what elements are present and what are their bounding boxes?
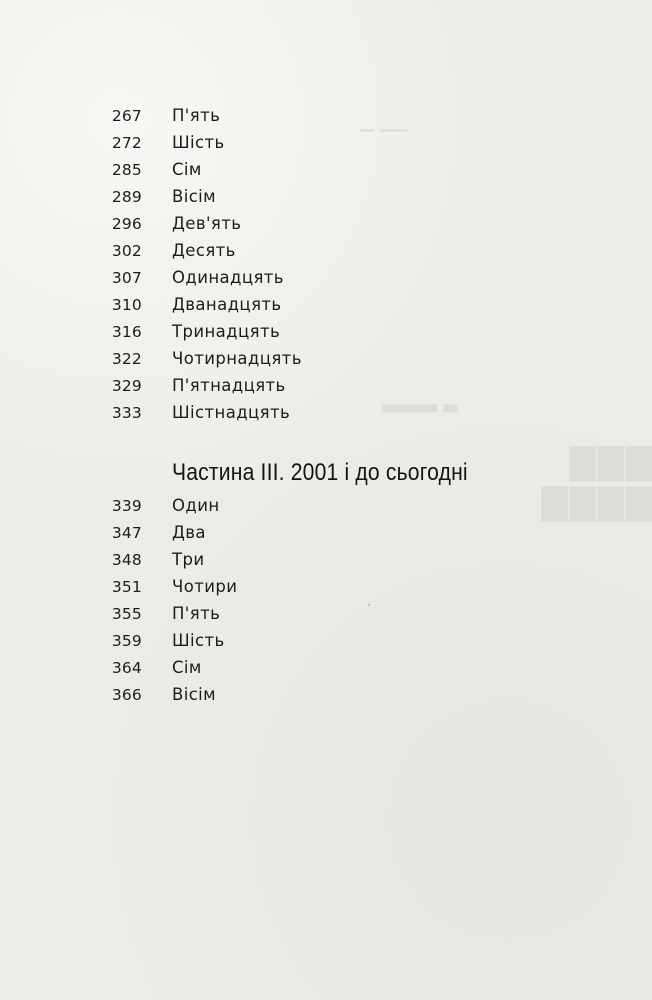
toc-entry xyxy=(100,187,216,207)
toc-entry xyxy=(100,349,302,369)
toc-page-number: 285 xyxy=(111,161,142,179)
toc-chapter-title: Шістнадцять xyxy=(172,403,291,422)
toc-page-number: 322 xyxy=(111,350,142,368)
toc-chapter-title: П'ять xyxy=(172,604,221,623)
toc-page-number: 316 xyxy=(111,323,142,341)
toc-entry xyxy=(100,241,236,261)
toc-entry xyxy=(100,631,225,651)
toc-entry xyxy=(100,322,280,342)
toc-page-number: 347 xyxy=(111,524,142,542)
show-through-text: ▇▇▇ ▇▇▇▇ xyxy=(539,442,652,522)
toc-entry xyxy=(100,268,284,288)
toc-entry xyxy=(100,550,204,570)
toc-entry xyxy=(100,376,286,396)
show-through-text: ▔▔ ▔ xyxy=(360,130,408,151)
toc-page-number: 329 xyxy=(111,377,142,395)
toc-page-number: 359 xyxy=(111,632,142,650)
toc-chapter-title: Тринадцять xyxy=(172,322,281,341)
toc-chapter-title: Дев'ять xyxy=(172,214,242,233)
toc-chapter-title: Вісім xyxy=(172,187,217,206)
toc-entry xyxy=(100,133,225,153)
toc-entry xyxy=(100,577,237,597)
show-through-text: ▃▃▃▃ ▃ xyxy=(382,392,458,413)
toc-page-number: 333 xyxy=(111,404,142,422)
toc-chapter-title: Сім xyxy=(172,160,202,179)
toc-chapter-title: Чотирнадцять xyxy=(172,349,302,368)
toc-chapter-title: Десять xyxy=(172,241,236,260)
toc-entry xyxy=(100,214,241,234)
toc-chapter-title: Дванадцять xyxy=(172,295,282,314)
toc-chapter-title: Одинадцять xyxy=(172,268,284,287)
toc-page-number: 302 xyxy=(111,242,142,260)
toc-entry xyxy=(100,295,282,315)
toc-page-number: 366 xyxy=(111,686,142,704)
toc-chapter-title: Сім xyxy=(172,658,202,677)
toc-page-number: 355 xyxy=(111,605,142,623)
toc-page-number: 307 xyxy=(111,269,142,287)
part-heading: Частина III. 2001 і до сьогодні xyxy=(172,459,468,486)
toc-page-number: 351 xyxy=(111,578,142,596)
toc-entry xyxy=(100,496,220,516)
toc-chapter-title: П'ять xyxy=(172,106,221,125)
toc-chapter-title: Шість xyxy=(172,631,225,650)
toc-chapter-title: Три xyxy=(172,550,205,569)
toc-entry xyxy=(100,604,220,624)
toc-page-number: 296 xyxy=(111,215,142,233)
toc-entry xyxy=(100,685,216,705)
toc-chapter-title: Один xyxy=(172,496,220,515)
toc-page-number: 339 xyxy=(111,497,142,515)
toc-page-number: 364 xyxy=(111,659,142,677)
toc-page-number: 267 xyxy=(111,107,142,125)
toc-entry xyxy=(100,106,220,126)
toc-entry xyxy=(100,160,202,180)
toc-chapter-title: П'ятнадцять xyxy=(172,376,286,395)
toc-page-number: 348 xyxy=(111,551,142,569)
toc-chapter-title: Вісім xyxy=(172,685,217,704)
paper-speck xyxy=(368,604,370,606)
toc-chapter-title: Шість xyxy=(172,133,225,152)
toc-chapter-title: Два xyxy=(172,523,206,542)
toc-entry xyxy=(100,403,290,423)
toc-entry xyxy=(100,523,206,543)
toc-page-number: 289 xyxy=(111,188,142,206)
toc-page-number: 272 xyxy=(111,134,142,152)
toc-chapter-title: Чотири xyxy=(172,577,238,596)
toc-entry xyxy=(100,658,202,678)
toc-page-number: 310 xyxy=(111,296,142,314)
